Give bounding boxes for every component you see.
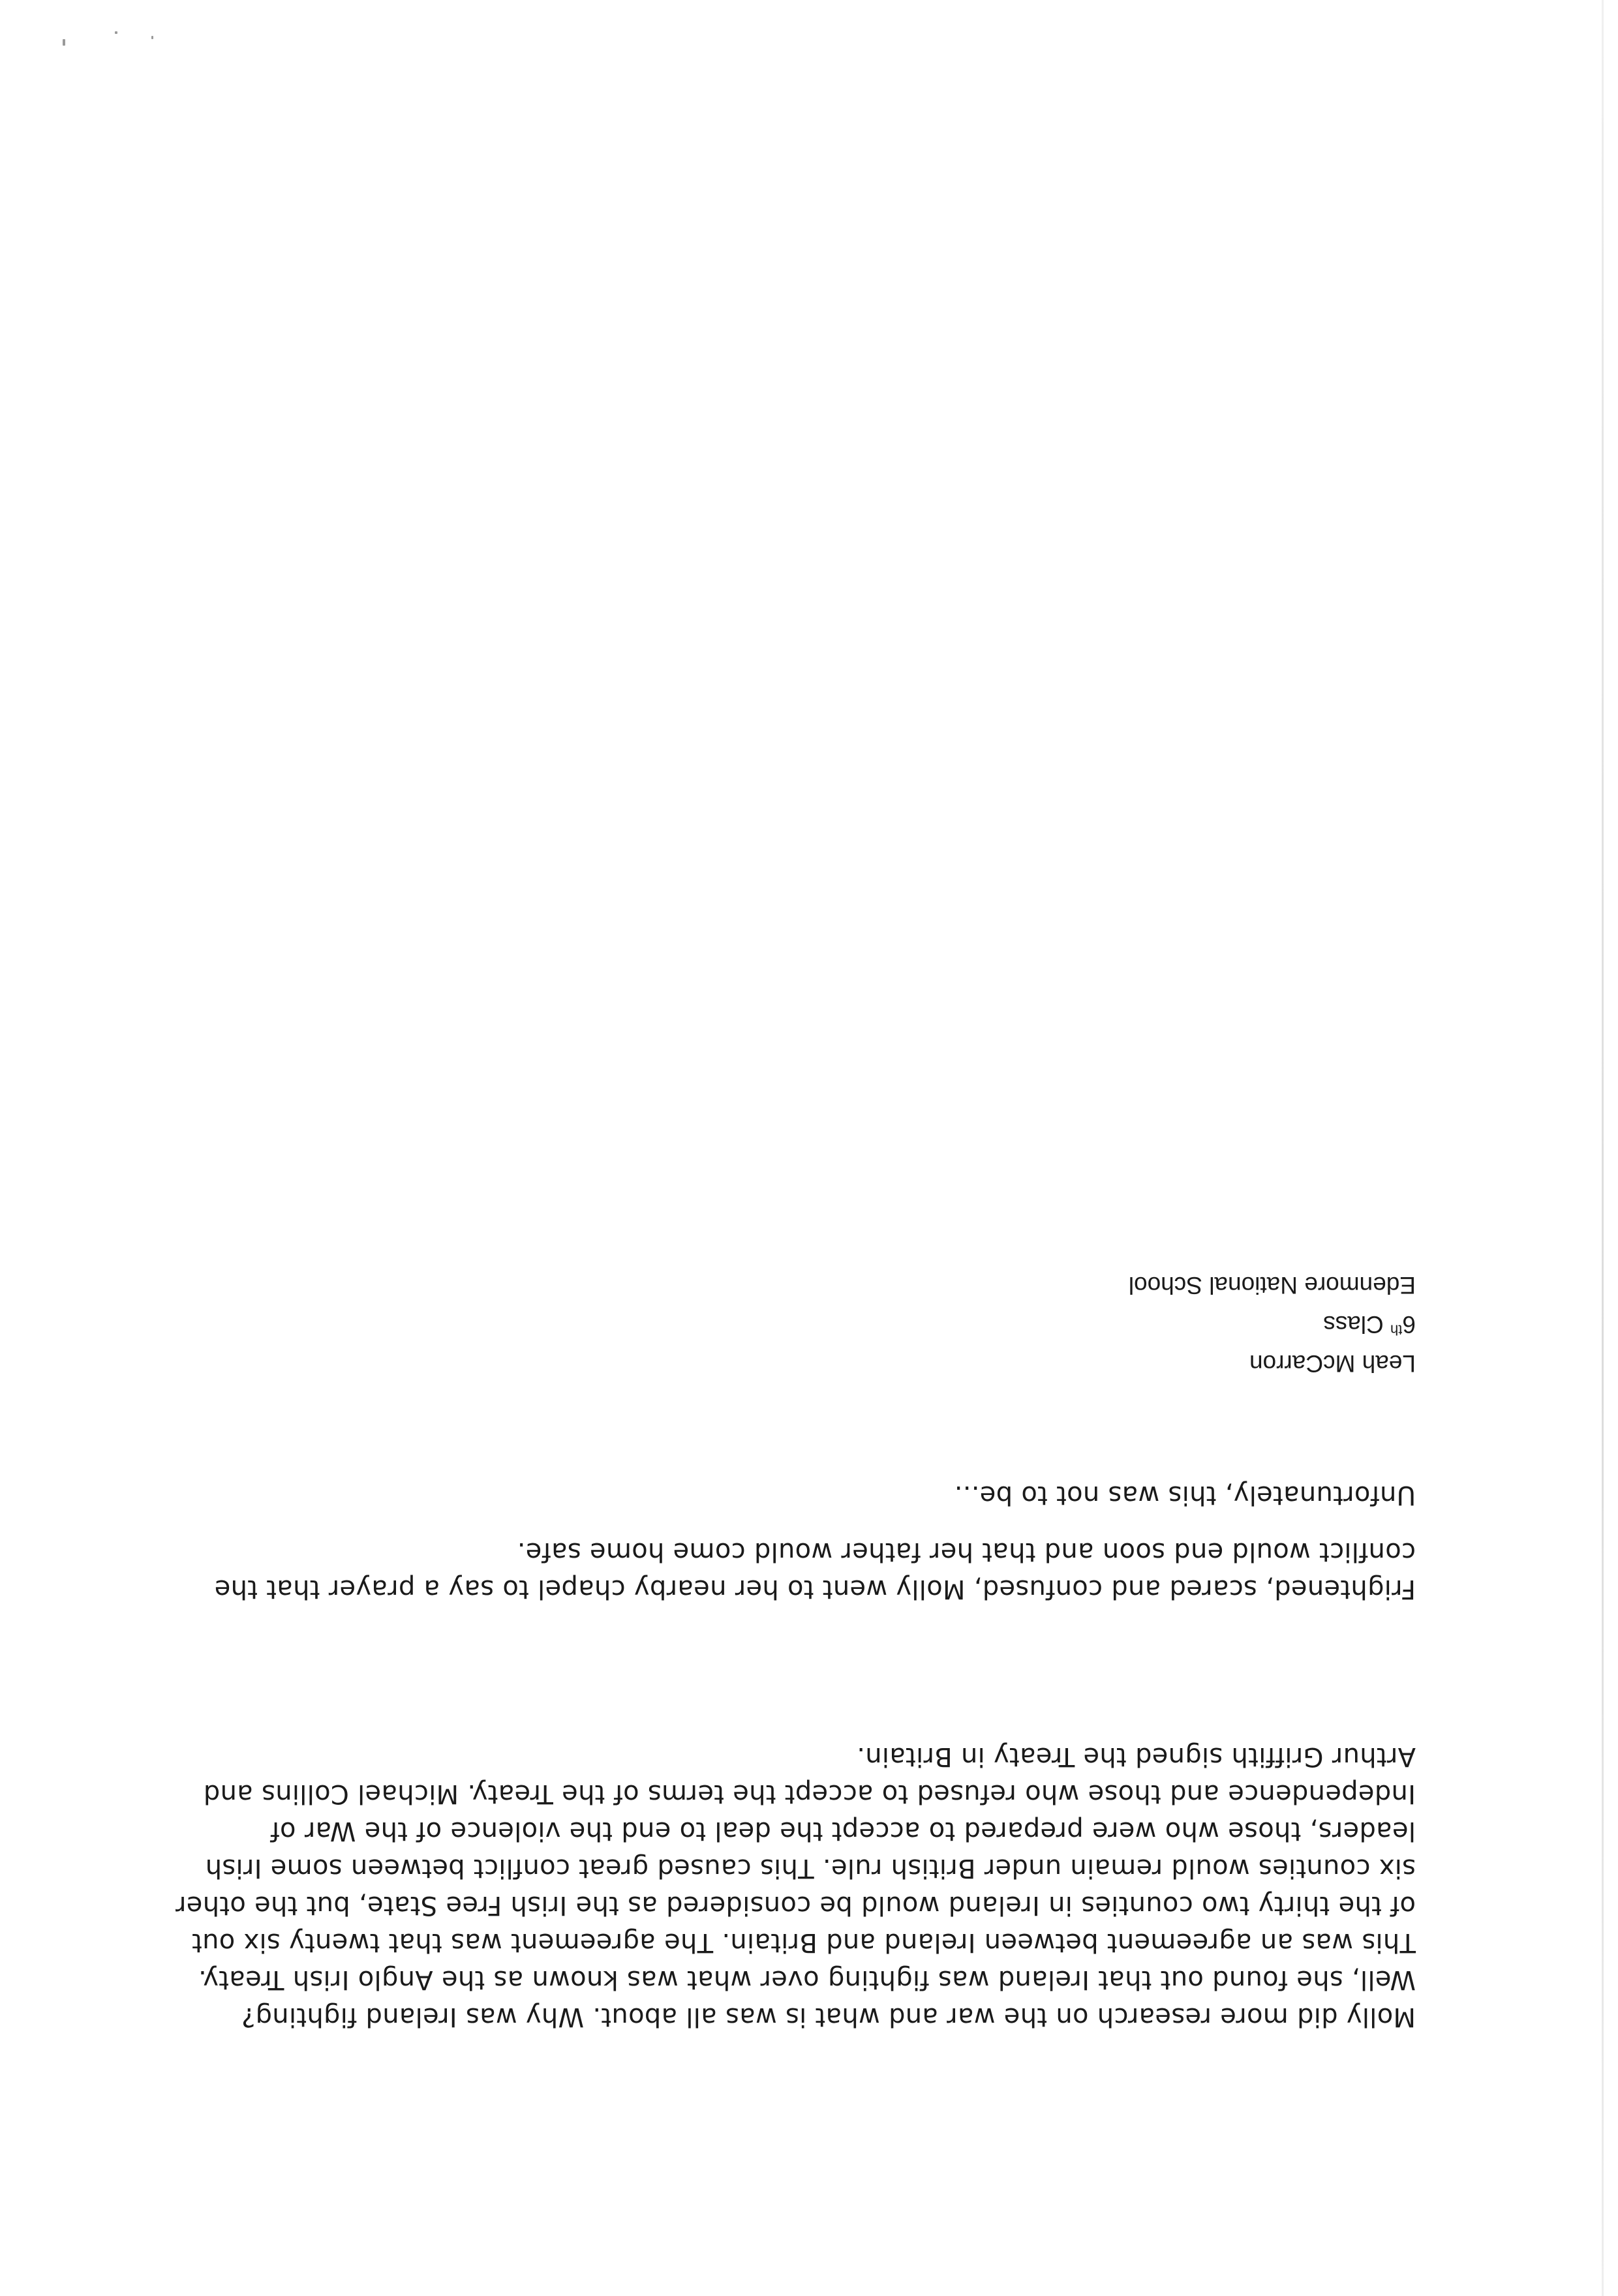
essay-line: six counties would remain under British rule. This caused great conflict between some Irish xyxy=(205,1853,1416,1883)
scan-speck xyxy=(63,39,65,46)
essay-paragraph-2 xyxy=(189,1533,1416,1607)
scan-speck xyxy=(115,31,117,34)
essay-line: Arthur Griffith signed the Treaty in Britain. xyxy=(856,1742,1416,1772)
class-label: Class xyxy=(1323,1311,1384,1338)
essay-line: This was an agreement between Ireland and Britain. The agreement was that twenty six out xyxy=(191,1927,1416,1957)
scan-edge xyxy=(1602,0,1604,2296)
author-class xyxy=(1129,1305,1416,1344)
author-name: Leah McCarron xyxy=(1249,1350,1416,1377)
essay-paragraph-3 xyxy=(189,1476,1416,1513)
class-number: 6 xyxy=(1402,1311,1416,1338)
essay-line: of the thirty two counties in Ireland would be considered as the Irish Free State, but the other xyxy=(175,1890,1416,1920)
class-suffix: th xyxy=(1390,1322,1403,1338)
essay-line: Well, she found out that Ireland was fighting over what was known as the Anglo Irish Treaty. xyxy=(198,1965,1416,1995)
author-signature-block xyxy=(1129,1265,1416,1383)
essay-paragraph-1 xyxy=(175,1738,1416,2035)
school-name: Edenmore National School xyxy=(1128,1272,1416,1299)
scan-speck xyxy=(151,36,153,39)
essay-line: leaders, those who were prepared to accept the deal to end the violence of the War of xyxy=(270,1816,1416,1846)
essay-line: conflict would end soon and that her father would come home safe. xyxy=(517,1537,1416,1567)
essay-line: Independence and those who refused to accept the terms of the Treaty. Michael Collins and xyxy=(203,1779,1416,1809)
essay-line: Unfortunately, this was not to be... xyxy=(954,1480,1416,1510)
essay-line: Frightened, scared and confused, Molly went to her nearby chapel to say a prayer that the xyxy=(214,1574,1416,1604)
essay-line: Molly did more research on the war and what is was all about. Why was Ireland fighting? xyxy=(241,2002,1416,2032)
